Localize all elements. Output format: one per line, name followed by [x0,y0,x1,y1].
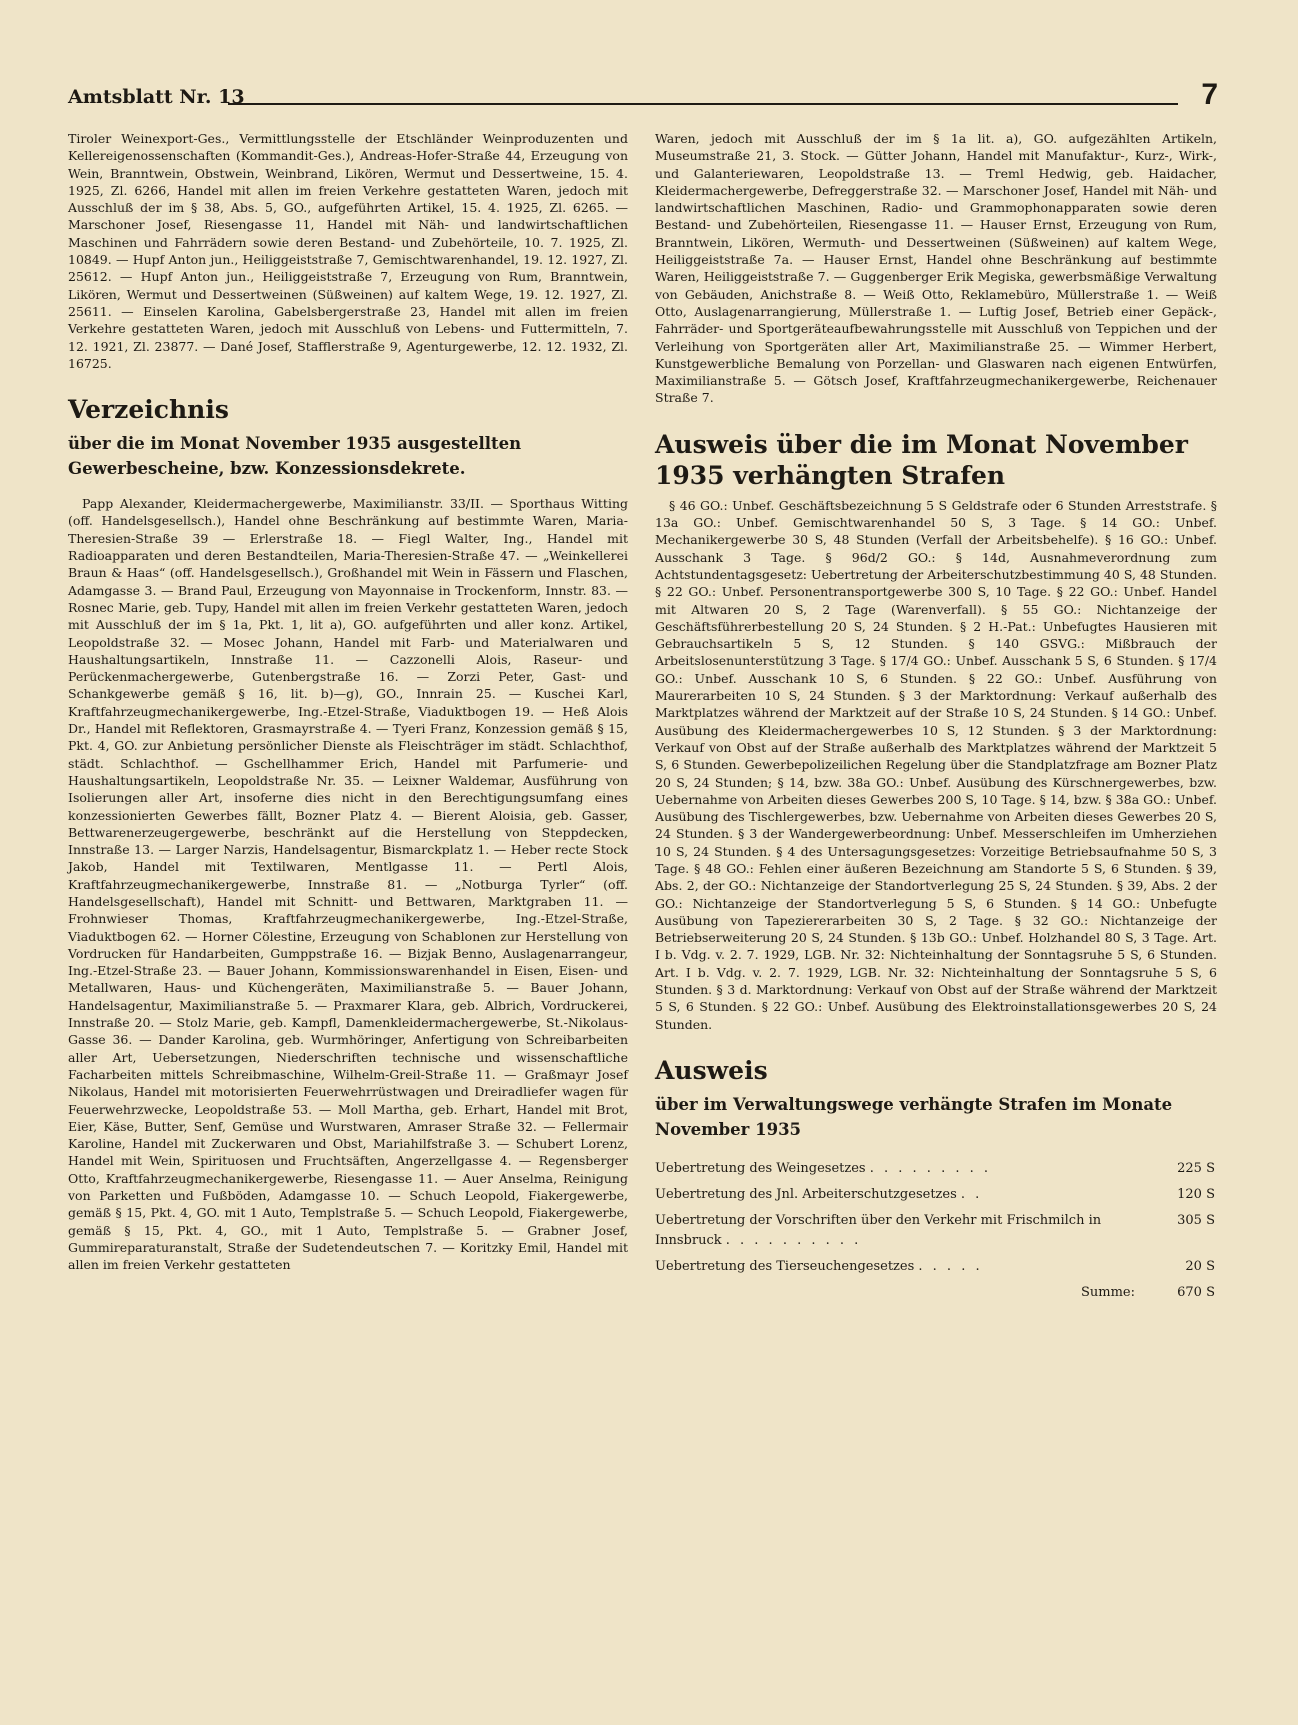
left-column [68,130,628,1274]
fine-amount: 305 S [1177,1212,1215,1228]
fine-label: Uebertretung des Tierseuchengesetzes [655,1258,915,1274]
fines-row [655,1254,1215,1280]
fines-row [655,1182,1215,1208]
admin-penalties-heading: Ausweis [655,1055,768,1085]
register-paragraph: Papp Alexander, Kleidermachergewerbe, Maximilianstr. 33/II. — Sporthaus Witting (off. Handelsgesellsch.), Handel ohne Beschränkung auf bestimmte Waren, Maria-Theresien-Straße 39 — Erlerstraße 18. — Fiegl Walter, Ing., Handel mit Radioapparaten und deren Bestandteilen, Maria-Theresien-Straße 47. — „Weinkellerei Braun & Haas“ (off. Handelsgesellsch.), Großhandel mit Wein in Fässern und Flaschen, Adamgasse 3. — Brand Paul, Erzeugung von Mayonnaise in Trockenform, Innstr. 83. — Rosnec Marie, geb. Tupy, Handel mit allen im freien Verkehr gestatteten Waren, jedoch mit Ausschluß der im § 1a, Pkt. 1, lit a), GO. aufgeführten und aller konz. Artikel, Leopoldstraße 32. — Mosec Johann, Handel mit Farb- und Materialwaren und Haushaltungsartikeln, Innstraße 11. — Cazzonelli Alois, Raseur- und Perückenmachergewerbe, Gutenbergstraße 16. — Zorzi Peter, Gast- und Schankgewerbe gemäß § 16, lit. b)—g), GO., Innrain 25. — Kuschei Karl, Kraftfahrzeugmechanikergewerbe, Ing.-Etzel-Straße, Viaduktbogen 19. — Heß Alois Dr., Handel mit Reflektoren, Grasmayrstraße 4. — Tyeri Franz, Konzession gemäß § 15, Pkt. 4, GO. zur Anbietung persönlicher Dienste als Fleischträger im städt. Schlachthof, städt. Schlachthof. — Gschellhammer Erich, Handel mit Parfumerie- und Haushaltungsartikeln, Leopoldstraße Nr. 35. — Leixner Waldemar, Ausführung von Isolierungen aller Art, insoferne dies nicht in den Berechtigungsumfang eines konzessionierten Gewerbes fällt, Bozner Platz 4. — Bierent Aloisia, geb. Gasser, Bettwarenerzeugergewerbe, beschränkt auf die Herstellung von Steppdecken, Innstraße 13. — Larger Narzis, Handelsagentur, Bismarckplatz 1. — Heber recte Stock Jakob, Handel mit Textilwaren, Mentlgasse 11. — Pertl Alois, Kraftfahrzeugmechanikergewerbe, Innstraße 81. — „Notburga Tyrler“ (off. Handelsgesellschaft), Handel mit Schnitt- und Bettwaren, Marktgraben 11. — Frohnwieser Thomas, Kraftfahrzeugmechanikergewerbe, Ing.-Etzel-Straße, Viaduktbogen 62. — Horner Cölestine, Erzeugung von Schablonen zur Herstellung von Vordrucken für Handarbeiten, Gumppstraße 16. — Bizjak Benno, Auslagenarrangeur, Ing.-Etzel-Straße 23. — Bauer Johann, Kommissionswarenhandel in Eisen, Eisen- und Metallwaren, Haus- und Küchengeräten, Maximilianstraße 5. — Bauer Johann, Handelsagentur, Maximilianstraße 5. — Praxmarer Klara, geb. Albrich, Vordruckerei, Innstraße 20. — Stolz Marie, geb. Kampfl, Damenkleidermachergewerbe, St.-Nikolaus-Gasse 36. — Dander Karolina, geb. Wurmhöringer, Anfertigung von Schreibarbeiten aller Art, Uebersetzungen, Niederschriften technische und wissenschaftliche Facharbeiten mittels Schreibmaschine, Wilhelm-Greil-Straße 11. — Graßmayr Josef Nikolaus, Handel mit motorisierten Feuerwehrrüstwagen und Dreiradliefer wagen für Feuerwehrzwecke, Leopoldstraße 53. — Moll Martha, geb. Erhart, Handel mit Brot, Eier, Käse, Butter, Senf, Gemüse und Wurstwaren, Amraser Straße 32. — Fellermair Karoline, Handel mit Zuckerwaren und Obst, Mariahilfstraße 3. — Schubert Lorenz, Handel mit Wein, Spirituosen und Fruchtsäften, Angerzellgasse 4. — Regensberger Otto, Kraftfahrzeugmechanikergewerbe, Riesengasse 11. — Auer Anselma, Reinigung von Parketten und Fußböden, Adamgasse 10. — Schuch Leopold, Fiakergewerbe, gemäß § 15, Pkt. 4, GO. mit 1 Auto, Templstraße 5. — Schuch Leopold, Fiakergewerbe, gemäß § 15, Pkt. 4, GO., mit 1 Auto, Templstraße 5. — Grabner Josef, Gummireparaturanstalt, Straße der Sudetendeutschen 7. — Koritzky Emil, Handel mit allen im freien Verkehr gestatteten [68,496,628,1273]
fines-sum-row [655,1280,1215,1306]
register-heading: Verzeichnis [68,395,229,425]
sum-label: Summe: [1080,1284,1135,1300]
continuation-paragraph-right: Waren, jedoch mit Ausschluß der im § 1a lit. a), GO. aufgezählten Artikeln, Museumstraße 21, 3. Stock. — Gütter Johann, Handel mit Manufaktur-, Kurz-, Wirk-, und Galanteriewaren, Leopoldstraße 13. — Treml Hedwig, geb. Haidacher, Kleidermachergewerbe, Defreggerstraße 32. — Marschoner Josef, Handel mit Näh- und landwirtschaftlichen Maschinen, Radio- und Grammophonapparaten sowie deren Bestand- und Zubehörteilen, Riesengasse 11. — Hauser Ernst, Erzeugung von Rum, Branntwein, Likören, Wermuth- und Dessertweinen (Süßweinen) auf kaltem Wege, Heiliggeiststraße 7a. — Hauser Ernst, Handel ohne Beschränkung auf bestimmte Waren, Heiliggeiststraße 7. — Guggenberger Erik Megiska, gewerbsmäßige Verwaltung von Gebäuden, Anichstraße 8. — Weiß Otto, Reklamebüro, Müllerstraße 1. — Weiß Otto, Auslagenarrangierung, Müllerstraße 1. — Luftig Josef, Betrieb einer Gepäck-, Fahrräder- und Sportgeräteaufbewahrungsstelle mit Ausschluß von Teppichen und der Verleihung von Sportgeräten aller Art, Maximilianstraße 25. — Wimmer Herbert, Kunstgewerbliche Bemalung von Porzellan- und Glaswaren nach eigenen Entwürfen, Maximilianstraße 5. — Götsch Josef, Kraftfahrzeugmechanikergewerbe, Reichenauer Straße 7. [655,131,1217,406]
fines-row [655,1156,1215,1182]
fine-dots: . . . . . . . . . [869,1160,991,1176]
fine-amount: 120 S [1177,1186,1215,1202]
page-header [68,78,1218,118]
penalties-heading: Ausweis über die im Monat November 1935 verhängten Strafen [655,429,1188,490]
fines-row [655,1208,1215,1254]
fine-dots: . . [960,1186,983,1202]
fine-dots: . . . . . . . . . . [725,1232,862,1248]
register-subheading: über die im Monat November 1935 ausgestellten Gewerbescheine, bzw. Konzessionsdekrete. [68,434,522,479]
fine-amount: 225 S [1177,1160,1215,1176]
right-column [655,130,1217,1306]
fines-table [655,1156,1215,1306]
penalties-paragraph: § 46 GO.: Unbef. Geschäftsbezeichnung 5 S Geldstrafe oder 6 Stunden Arreststrafe. § 13a GO.: Unbef. Gemischtwarenhandel 50 S, 3 Tage. § 14 GO.: Unbef. Mechanikergewerbe 30 S, 48 Stunden (Verfall der Arbeitsbehelfe). § 16 GO.: Unbef. Ausschank 3 Tage. § 96d/2 GO.: § 14d, Ausnahmeverordnung zum Achtstundentagsgesetz: Uebertretung der Arbeiterschutzbestimmung 40 S, 48 Stunden. § 22 GO.: Unbef. Personentransportgewerbe 300 S, 10 Tage. § 22 GO.: Unbef. Handel mit Altwaren 20 S, 2 Tage (Warenverfall). § 55 GO.: Nichtanzeige der Geschäftsführerbestellung 20 S, 24 Stunden. § 2 H.-Pat.: Unbefugtes Hausieren mit Gebrauchsartikeln 5 S, 12 Stunden. § 140 GSVG.: Mißbrauch der Arbeitslosenunterstützung 3 Tage. § 17/4 GO.: Unbef. Ausschank 5 S, 6 Stunden. § 17/4 GO.: Unbef. Ausschank 10 S, 6 Stunden. § 22 GO.: Unbef. Ausführung von Maurerarbeiten 10 S, 24 Stunden. § 3 der Marktordnung: Verkauf außerhalb des Marktplatzes während der Marktzeit auf der Straße 10 S, 24 Stunden. § 14 GO.: Unbef. Ausübung des Kleidermachergewerbes 10 S, 12 Stunden. § 3 der Marktordnung: Verkauf von Obst auf der Straße außerhalb des Marktplatzes während der Marktzeit 5 S, 6 Stunden. Gewerbepolizeilichen Regelung über die Standplatzfrage am Bozner Platz 20 S, 24 Stunden; § 14, bzw. 38a GO.: Unbef. Ausübung des Kürschnergewerbes, bzw. Uebernahme von Arbeiten dieses Gewerbes 200 S, 10 Tage. § 14, bzw. § 38a GO.: Unbef. Ausübung des Tischlergewerbes, bzw. Uebernahme von Arbeiten dieses Gewerbes 20 S, 24 Stunden. § 3 der Wandergewerbeordnung: Unbef. Messerschleifen im Umherziehen 10 S, 24 Stunden. § 4 des Untersagungsgesetzes: Vorzeitige Betriebsaufnahme 50 S, 3 Tage. § 48 GO.: Fehlen einer äußeren Bezeichnung am Standorte 5 S, 6 Stunden. § 39, Abs. 2, der GO.: Nichtanzeige der Standortverlegung 25 S, 24 Stunden. § 39, Abs. 2 der GO.: Nichtanzeige der Standortverlegung 5 S, 6 Stunden. § 14 GO.: Unbefugte Ausübung von Tapeziererarbeiten 30 S, 2 Tage. § 32 GO.: Nichtanzeige der Betriebserweiterung 20 S, 24 Stunden. § 13b GO.: Unbef. Holzhandel 80 S, 3 Tage. Art. I b. Vdg. v. 2. 7. 1929, LGB. Nr. 32: Nichteinhaltung der Sonntagsruhe 5 S, 6 Stunden. Art. I b. Vdg. v. 2. 7. 1929, LGB. Nr. 32: Nichteinhaltung der Sonntagsruhe 5 S, 6 Stunden. § 3 d. Marktordnung: Verkauf von Obst auf der Straße während der Marktzeit 5 S, 6 Stunden. § 22 GO.: Unbef. Ausübung des Elektroinstallationsgewerbes 20 S, 24 Stunden. [655,497,1217,1032]
continuation-paragraph-left: Tiroler Weinexport-Ges., Vermittlungsstelle der Etschländer Weinproduzenten und Kellereigenossenschaften (Kommandit-Ges.), Andreas-Hofer-Straße 44, Erzeugung von Wein, Branntwein, Obstwein, Weinbrand, Likören, Wermut und Dessertweine, 15. 4. 1925, Zl. 6266, Handel mit allen im freien Verkehre gestatteten Waren, jedoch mit Ausschluß der im § 38, Abs. 5, GO., aufgeführten Artikel, 15. 4. 1925, Zl. 6265. — Marschoner Josef, Riesengasse 11, Handel mit Näh- und landwirtschaftlichen Maschinen und Fahrrädern sowie deren Bestand- und Zubehörteile, 10. 7. 1925, Zl. 10849. — Hupf Anton jun., Heiliggeiststraße 7, Gemischtwarenhandel, 19. 12. 1927, Zl. 25612. — Hupf Anton jun., Heiliggeiststraße 7, Erzeugung von Rum, Branntwein, Likören, Wermut und Dessertweinen (Süßweinen) auf kaltem Wege, 19. 12. 1927, Zl. 25611. — Einselen Karolina, Gabelsbergerstraße 23, Handel mit allen im freien Verkehre gestatteten Waren, jedoch mit Ausschluß von Lebens- und Futtermitteln, 7. 12. 1921, Zl. 23877. — Dané Josef, Stafflerstraße 9, Agenturgewerbe, 12. 12. 1932, Zl. 16725. [68,131,628,371]
header-rule [228,103,1178,105]
fine-label: Uebertretung des Jnl. Arbeiterschutzgesetzes [655,1186,957,1202]
sum-amount: 670 S [1177,1284,1215,1300]
fine-label: Uebertretung der Vorschriften über den Verkehr mit Frischmilch in Innsbruck [655,1212,1102,1248]
fine-amount: 20 S [1185,1258,1215,1274]
gazette-title: Amtsblatt Nr. 13 [68,86,245,108]
page-number: 7 [1201,78,1218,111]
fine-label: Uebertretung des Weingesetzes [655,1160,866,1176]
admin-penalties-subheading: über im Verwaltungswege verhängte Strafen im Monate November 1935 [655,1094,1173,1139]
fine-dots: . . . . . [918,1258,983,1274]
